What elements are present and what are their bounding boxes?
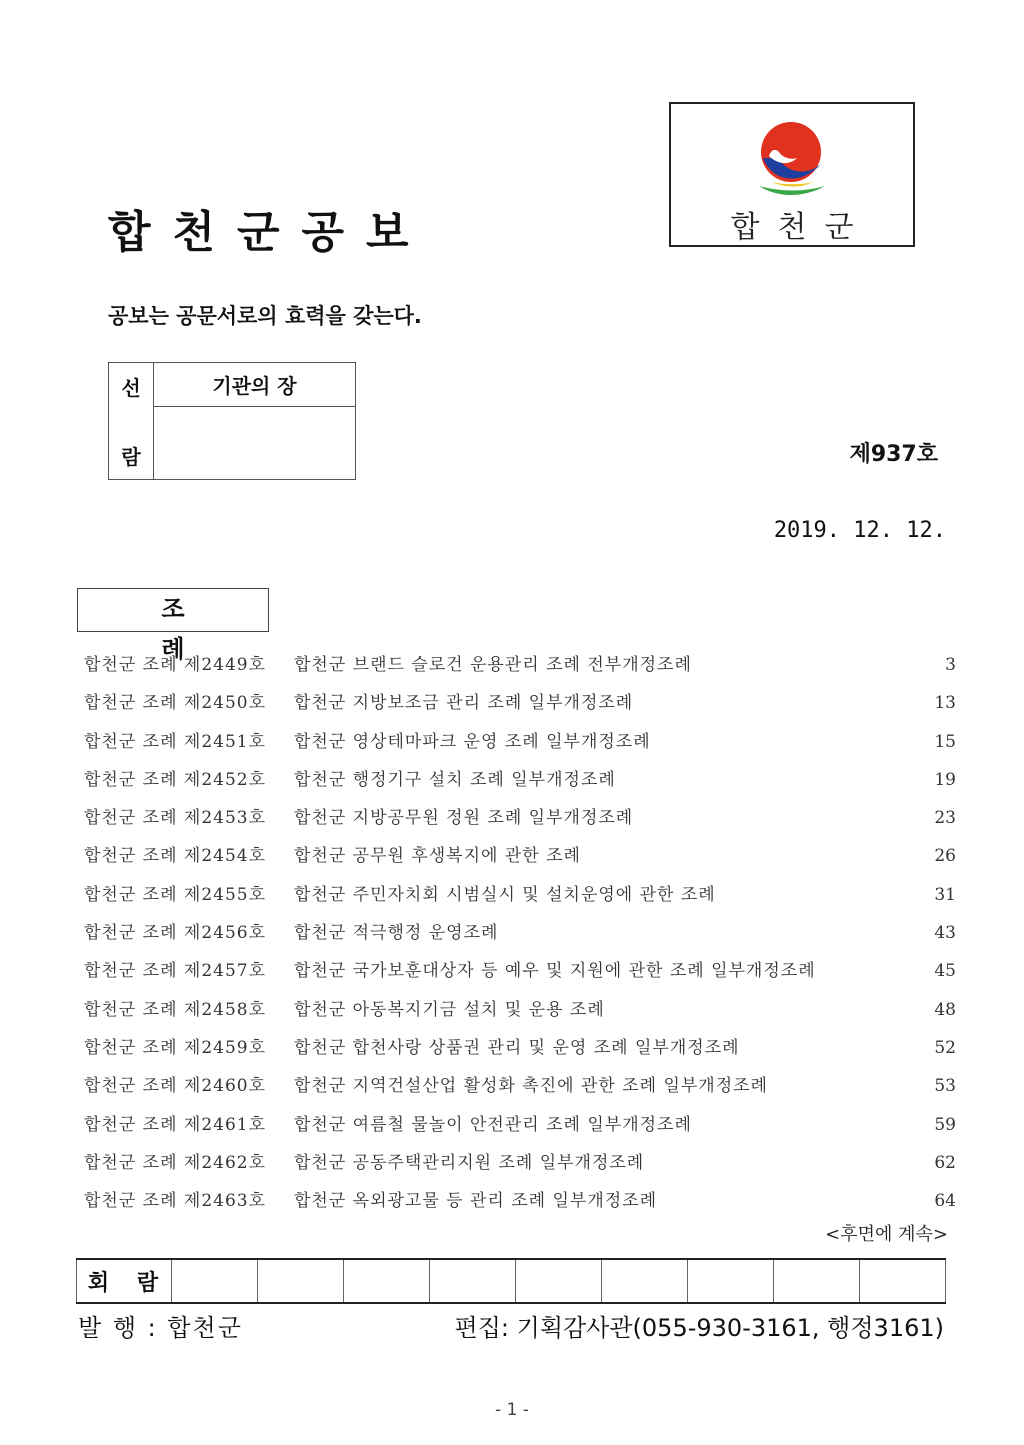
ordinance-row[interactable] [84, 956, 956, 994]
ordinance-title: 합천군 지방보조금 관리 조례 일부개정조례 [294, 693, 634, 714]
ordinance-title: 합천군 행정기구 설치 조례 일부개정조례 [294, 769, 616, 790]
page-number: - 1 - [495, 1400, 529, 1420]
publisher: 발 행 : 합천군 [78, 1314, 243, 1342]
ordinance-row[interactable] [84, 1186, 956, 1224]
logo-name: 합천군 [730, 210, 872, 245]
ordinance-title: 합천군 영상테마파크 운영 조례 일부개정조례 [294, 731, 651, 752]
ordinance-number: 합천군 조례 제2451호 [84, 731, 267, 752]
ordinance-page: 59 [934, 1114, 956, 1135]
approval-signature-cell[interactable] [154, 407, 356, 480]
ordinance-row[interactable] [84, 995, 956, 1033]
circulation-cell[interactable] [688, 1259, 774, 1303]
ordinance-title: 합천군 국가보훈대상자 등 예우 및 지원에 관한 조례 일부개정조례 [294, 961, 816, 982]
ordinance-number: 합천군 조례 제2463호 [84, 1191, 267, 1212]
ordinance-row[interactable] [84, 880, 956, 918]
ordinance-row[interactable] [84, 803, 956, 841]
approval-side-label [109, 363, 154, 480]
ordinance-row[interactable] [84, 1110, 956, 1148]
ordinance-number: 합천군 조례 제2462호 [84, 1152, 267, 1173]
circulation-cell[interactable] [602, 1259, 688, 1303]
county-logo-box [669, 102, 915, 247]
ordinance-row[interactable] [84, 688, 956, 726]
circulation-cell[interactable] [774, 1259, 860, 1303]
circulation-cell[interactable] [516, 1259, 602, 1303]
ordinance-page: 62 [934, 1152, 956, 1173]
ordinance-page: 53 [934, 1076, 956, 1097]
ordinance-title: 합천군 합천사랑 상품권 관리 및 운영 조례 일부개정조례 [294, 1037, 740, 1058]
ordinance-title: 합천군 브랜드 슬로건 운용관리 조례 전부개정조례 [294, 655, 692, 675]
ordinance-number: 합천군 조례 제2453호 [84, 808, 267, 829]
ordinance-list [84, 650, 956, 1224]
ordinance-number: 합천군 조례 제2454호 [84, 846, 267, 867]
ordinance-row[interactable] [84, 650, 956, 688]
issue-date: 2019. 12. 12. [773, 518, 946, 543]
bulletin-motto: 공보는 공문서로의 효력을 갖는다. [108, 304, 422, 328]
ordinance-number: 합천군 조례 제2460호 [84, 1076, 267, 1097]
circulation-table [76, 1258, 946, 1304]
approval-head: 기관의 장 [154, 363, 356, 407]
ordinance-title: 합천군 아동복지기금 설치 및 운용 조례 [294, 999, 605, 1020]
ordinance-number: 합천군 조례 제2449호 [84, 655, 267, 675]
ordinance-row[interactable] [84, 918, 956, 956]
ordinance-number: 합천군 조례 제2455호 [84, 884, 267, 905]
ordinance-row[interactable] [84, 1071, 956, 1109]
ordinance-number: 합천군 조례 제2450호 [84, 693, 267, 714]
ordinance-number: 합천군 조례 제2457호 [84, 961, 267, 982]
circulation-cell[interactable] [258, 1259, 344, 1303]
county-emblem-icon [753, 114, 833, 204]
ordinance-row[interactable] [84, 765, 956, 803]
circulation-cell[interactable] [430, 1259, 516, 1303]
approval-side-bottom: 람 [121, 445, 141, 469]
ordinance-page: 15 [934, 731, 956, 752]
ordinance-number: 합천군 조례 제2459호 [84, 1037, 267, 1058]
issue-number: 제937호 [849, 442, 938, 467]
ordinance-page: 64 [934, 1191, 956, 1212]
bulletin-title: 합천군공보 [108, 207, 431, 258]
ordinance-title: 합천군 주민자치회 시범실시 및 설치운영에 관한 조례 [294, 884, 716, 905]
ordinance-number: 합천군 조례 제2452호 [84, 769, 267, 790]
ordinance-page: 45 [934, 961, 956, 982]
ordinance-title: 합천군 지역건설산업 활성화 촉진에 관한 조례 일부개정조례 [294, 1076, 768, 1097]
ordinance-row[interactable] [84, 1033, 956, 1071]
ordinance-row[interactable] [84, 1148, 956, 1186]
circulation-cell[interactable] [172, 1259, 258, 1303]
approval-table [108, 362, 356, 480]
ordinance-page: 48 [934, 999, 956, 1020]
ordinance-title: 합천군 옥외광고물 등 관리 조례 일부개정조례 [294, 1191, 658, 1212]
circulation-label: 회 람 [77, 1259, 172, 1303]
ordinance-title: 합천군 공동주택관리지원 조례 일부개정조례 [294, 1152, 645, 1173]
ordinance-number: 합천군 조례 제2458호 [84, 999, 267, 1020]
ordinance-page: 23 [934, 808, 956, 829]
ordinance-number: 합천군 조례 제2456호 [84, 923, 267, 944]
ordinance-title: 합천군 지방공무원 정원 조례 일부개정조례 [294, 808, 634, 829]
continued-note: <후면에 계속> [825, 1224, 948, 1245]
ordinance-row[interactable] [84, 841, 956, 879]
ordinance-title: 합천군 적극행정 운영조례 [294, 923, 499, 944]
ordinance-page: 19 [934, 769, 956, 790]
section-title: 조 례 [77, 588, 269, 632]
approval-side-top: 선 [121, 376, 141, 400]
ordinance-page: 13 [934, 693, 956, 714]
circulation-cell[interactable] [344, 1259, 430, 1303]
ordinance-page: 52 [934, 1037, 956, 1058]
ordinance-page: 31 [934, 884, 956, 905]
ordinance-page: 43 [934, 923, 956, 944]
ordinance-title: 합천군 여름철 물놀이 안전관리 조례 일부개정조례 [294, 1114, 692, 1135]
ordinance-title: 합천군 공무원 후생복지에 관한 조례 [294, 846, 581, 867]
circulation-cell[interactable] [860, 1259, 946, 1303]
ordinance-page: 3 [945, 655, 956, 675]
ordinance-page: 26 [934, 846, 956, 867]
ordinance-number: 합천군 조례 제2461호 [84, 1114, 267, 1135]
editor-contact: 편집: 기획감사관(055-930-3161, 행정3161) [454, 1314, 944, 1342]
ordinance-row[interactable] [84, 727, 956, 765]
